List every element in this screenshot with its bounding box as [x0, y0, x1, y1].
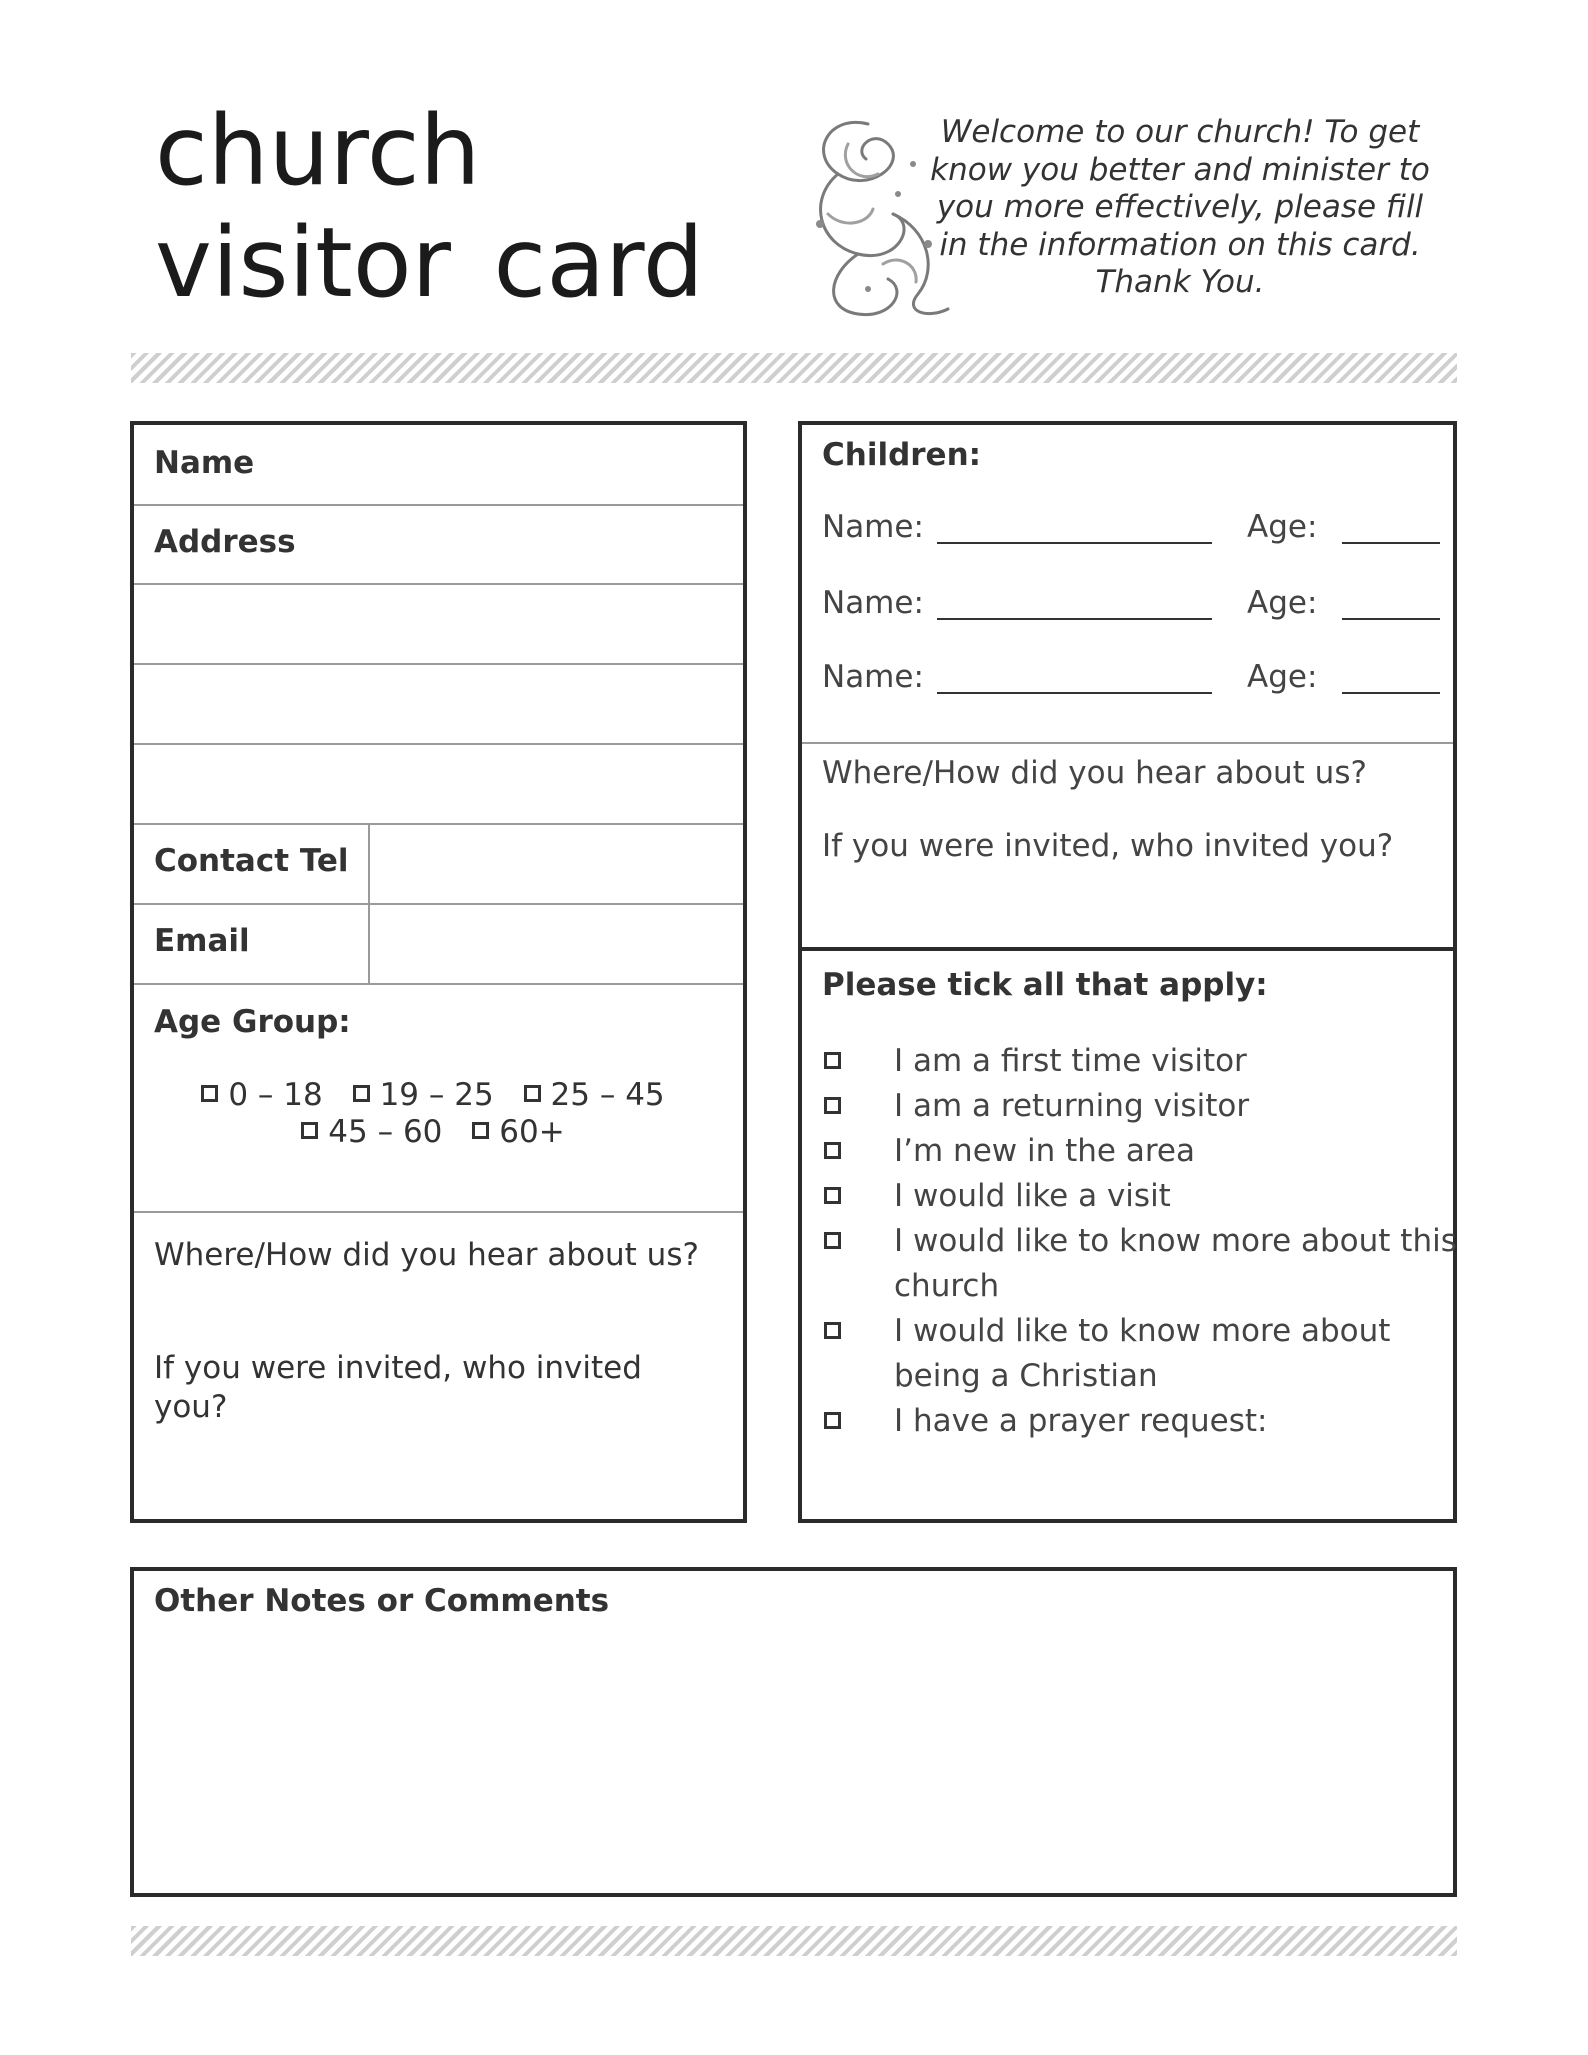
child-age-field[interactable] [1342, 542, 1440, 544]
list-item[interactable]: I am a first time visitor [820, 1039, 1460, 1084]
address-line-divider [134, 743, 743, 745]
child-age-label: Age: [1247, 659, 1318, 695]
age-option[interactable]: 19 – 25 [353, 1077, 494, 1114]
notes-box[interactable] [130, 1567, 1457, 1897]
bottom-divider [131, 1926, 1457, 1956]
name-row-divider [134, 504, 743, 506]
checkbox-icon[interactable] [824, 1412, 841, 1429]
invited-by-label: If you were invited, who invited you? [822, 828, 1394, 864]
child-age-label: Age: [1247, 509, 1318, 545]
address-line-divider [134, 823, 743, 825]
child-age-field[interactable] [1342, 618, 1440, 620]
child-row [822, 585, 1442, 625]
age-group-options [148, 1077, 718, 1151]
notes-label: Other Notes or Comments [154, 1583, 610, 1619]
contact-tel-label: Contact Tel [154, 843, 349, 879]
personal-details-box [130, 421, 747, 1523]
address-label: Address [154, 524, 296, 560]
child-name-field[interactable] [937, 618, 1212, 620]
address-line-divider [134, 663, 743, 665]
list-item[interactable]: I have a prayer request: [820, 1399, 1460, 1444]
child-name-label: Name: [822, 585, 924, 621]
welcome-message: Welcome to our church! To get know you better and minister to you more effectively, please fill in the information on this card. Thank You. [930, 114, 1430, 300]
list-item[interactable]: I’m new in the area [820, 1129, 1460, 1174]
contact-row-divider [134, 903, 743, 905]
children-box [798, 421, 1457, 951]
children-label: Children: [822, 437, 982, 473]
list-item[interactable]: I would like a visit [820, 1174, 1460, 1219]
checkbox-icon[interactable] [824, 1142, 841, 1159]
age-option[interactable]: 25 – 45 [524, 1077, 665, 1114]
top-divider [131, 353, 1457, 383]
age-option[interactable]: 0 – 18 [201, 1077, 322, 1114]
age-option[interactable]: 60+ [472, 1114, 564, 1151]
child-name-label: Name: [822, 509, 924, 545]
child-row [822, 659, 1442, 699]
age-option[interactable]: 45 – 60 [301, 1114, 442, 1151]
checkbox-icon[interactable] [824, 1052, 841, 1069]
list-item[interactable]: I would like to know more about this church [820, 1219, 1460, 1309]
hear-about-us-label: Where/How did you hear about us? [822, 755, 1367, 791]
tick-options-label: Please tick all that apply: [822, 967, 1268, 1003]
checkbox-icon[interactable] [824, 1097, 841, 1114]
address-row-divider [134, 583, 743, 585]
child-age-label: Age: [1247, 585, 1318, 621]
page-title: church visitor card [155, 95, 704, 319]
checkbox-icon[interactable] [472, 1122, 489, 1139]
child-row [822, 509, 1442, 549]
email-row-divider [134, 983, 743, 985]
child-name-field[interactable] [937, 692, 1212, 694]
checkbox-icon[interactable] [824, 1232, 841, 1249]
age-group-divider [134, 1211, 743, 1213]
tick-options-list [820, 1039, 1460, 1444]
age-group-label: Age Group: [154, 1004, 351, 1040]
checkbox-icon[interactable] [824, 1322, 841, 1339]
child-name-label: Name: [822, 659, 924, 695]
child-age-field[interactable] [1342, 692, 1440, 694]
checkbox-icon[interactable] [353, 1085, 370, 1102]
children-divider [802, 742, 1453, 744]
checkbox-icon[interactable] [301, 1122, 318, 1139]
checkbox-icon[interactable] [201, 1085, 218, 1102]
tick-options-box [798, 947, 1457, 1523]
checkbox-icon[interactable] [524, 1085, 541, 1102]
name-label: Name [154, 445, 255, 481]
email-label: Email [154, 923, 250, 959]
invited-by-label: If you were invited, who invited you? [154, 1350, 642, 1425]
child-name-field[interactable] [937, 542, 1212, 544]
list-item[interactable]: I would like to know more about being a Christian [820, 1309, 1460, 1399]
hear-about-us-label: Where/How did you hear about us? [154, 1237, 699, 1273]
checkbox-icon[interactable] [824, 1187, 841, 1204]
list-item[interactable]: I am a returning visitor [820, 1084, 1460, 1129]
